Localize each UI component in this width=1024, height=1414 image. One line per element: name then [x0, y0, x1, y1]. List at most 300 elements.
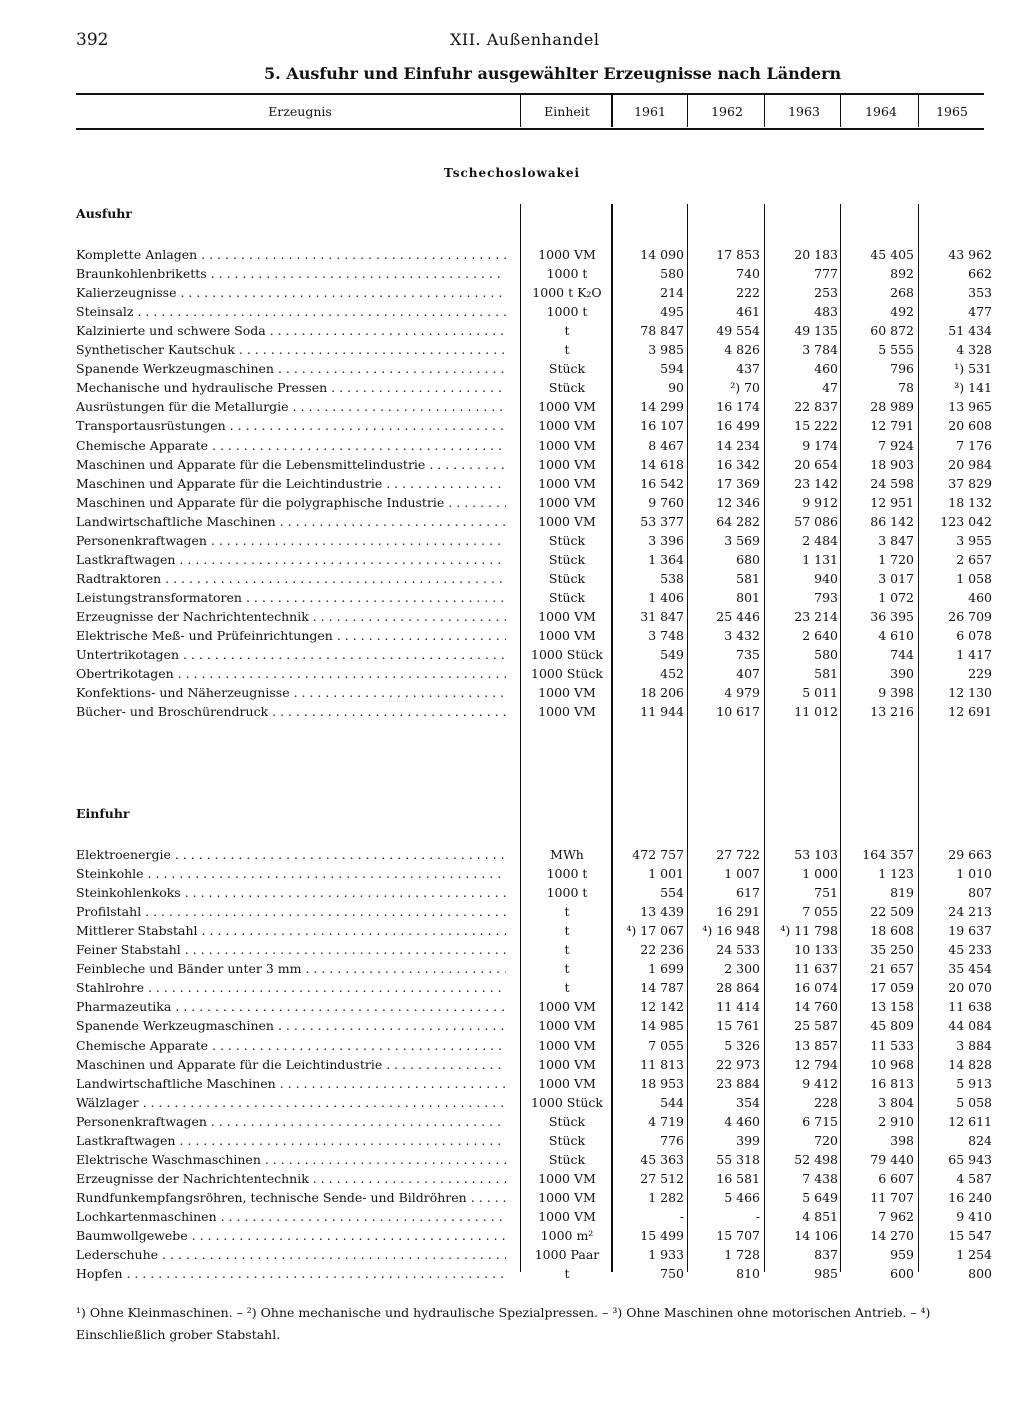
row-value-1964: 1 123: [878, 866, 914, 882]
table-row: [76, 1016, 992, 1035]
row-value-1965: 229: [968, 666, 992, 682]
row-value-1963: 23 214: [794, 608, 838, 624]
table-row: [76, 1131, 992, 1150]
header-divider: [840, 95, 841, 127]
row-value-1965: ³) 141: [954, 380, 992, 396]
row-value-1961: 1 406: [648, 589, 684, 605]
row-value-1961: 14 985: [640, 1018, 684, 1034]
table-row: [76, 436, 992, 455]
row-value-1963: ⁴) 11 798: [780, 923, 838, 939]
row-product-name: Baumwollgewebe . . .: [76, 1226, 506, 1245]
table-row: [76, 997, 992, 1016]
row-value-1965: 16 240: [948, 1189, 992, 1205]
header-divider: [764, 95, 765, 127]
header-year-1964: 1964: [865, 104, 897, 119]
row-value-1964: 492: [890, 304, 914, 320]
row-product-name: Erzeugnisse der Nachrichtentechnik . . .: [76, 607, 506, 626]
table-row: [76, 455, 992, 474]
row-value-1962: 27 722: [716, 847, 760, 862]
row-value-1964: 796: [890, 361, 914, 377]
row-value-1961: 14 787: [640, 980, 684, 996]
row-value-1962: 407: [736, 666, 760, 682]
table-row: [76, 1055, 992, 1074]
table-row: [76, 845, 992, 864]
row-value-1962: 222: [736, 285, 760, 301]
row-value-1964: 45 809: [870, 1018, 914, 1034]
row-unit: 1000 VM: [538, 1018, 596, 1034]
row-value-1961: 549: [660, 647, 684, 663]
row-product-name: Stahlrohre . . .: [76, 978, 506, 997]
row-value-1961: 16 542: [640, 475, 684, 491]
row-unit: 1000 VM: [538, 1189, 596, 1205]
row-product-name: Maschinen und Apparate für die polygraphische Industrie . . .: [76, 493, 506, 512]
row-unit: t: [564, 904, 570, 920]
row-value-1962: 1 728: [724, 1247, 760, 1263]
table-row: [76, 1207, 992, 1226]
row-value-1965: 2 657: [956, 551, 992, 567]
row-value-1961: 14 090: [640, 247, 684, 262]
row-product-name: Chemische Apparate . . .: [76, 1036, 506, 1055]
row-value-1961: 554: [660, 885, 684, 901]
row-value-1965: 44 084: [948, 1018, 992, 1034]
row-unit: 1000 VM: [538, 1056, 596, 1072]
row-product-name: Personenkraftwagen . . .: [76, 531, 506, 550]
row-value-1965: 1 254: [956, 1247, 992, 1263]
table-row: [76, 283, 992, 302]
row-value-1964: 6 607: [878, 1170, 914, 1186]
row-value-1962: 16 581: [716, 1170, 760, 1186]
row-value-1964: 3 017: [878, 570, 914, 586]
row-value-1965: 11 638: [948, 999, 992, 1015]
row-unit: t: [564, 942, 570, 958]
row-value-1964: 164 357: [862, 847, 914, 862]
row-value-1962: 1 007: [724, 866, 760, 882]
row-value-1964: 398: [890, 1132, 914, 1148]
table-row: [76, 664, 992, 683]
row-value-1964: 1 072: [878, 589, 914, 605]
row-value-1965: 9 410: [956, 1208, 992, 1224]
row-unit: 1000 VM: [538, 704, 596, 720]
row-value-1964: 5 555: [878, 342, 914, 358]
row-value-1963: 22 837: [794, 399, 838, 415]
row-value-1962: 4 979: [724, 685, 760, 701]
row-value-1961: 580: [660, 266, 684, 282]
row-product-name: Spanende Werkzeugmaschinen . . .: [76, 359, 506, 378]
row-value-1963: 253: [814, 285, 838, 301]
table-row: [76, 245, 992, 264]
row-value-1965: 460: [968, 589, 992, 605]
row-value-1965: 19 637: [948, 923, 992, 939]
row-value-1961: 452: [660, 666, 684, 682]
row-product-name: Radtraktoren . . .: [76, 569, 506, 588]
row-unit: t: [564, 323, 570, 339]
row-value-1961: 1 933: [648, 1247, 684, 1263]
row-value-1963: 9 174: [802, 437, 838, 453]
header-year-1961: 1961: [634, 104, 666, 119]
row-value-1963: 6 715: [802, 1113, 838, 1129]
row-unit: 1000 t: [546, 304, 588, 320]
row-unit: 1000 VM: [538, 685, 596, 701]
row-value-1963: 5 011: [802, 685, 838, 701]
row-unit: t: [564, 980, 570, 996]
row-value-1963: 1 000: [802, 866, 838, 882]
row-unit: 1000 VM: [538, 399, 596, 415]
row-unit: 1000 VM: [538, 628, 596, 643]
row-value-1961: -: [679, 1208, 684, 1224]
row-unit: 1000 VM: [538, 456, 596, 472]
row-product-name: Maschinen und Apparate für die Leichtindustrie . . .: [76, 474, 506, 493]
row-value-1962: 5 466: [724, 1189, 760, 1205]
table-row: [76, 626, 992, 645]
row-value-1965: 65 943: [948, 1151, 992, 1167]
table-row: [76, 1036, 992, 1055]
row-value-1962: 16 291: [716, 904, 760, 920]
row-value-1963: 793: [814, 589, 838, 605]
table-row: [76, 397, 992, 416]
row-value-1961: 13 439: [640, 904, 684, 920]
row-unit: 1000 VM: [538, 513, 596, 529]
row-unit: 1000 Stück: [531, 1094, 603, 1110]
row-unit: t: [564, 342, 570, 358]
row-value-1964: 11 707: [870, 1189, 914, 1205]
row-unit: 1000 VM: [538, 1037, 596, 1053]
row-product-name: Kalzinierte und schwere Soda . . .: [76, 321, 506, 340]
row-value-1963: 5 649: [802, 1189, 838, 1205]
row-value-1963: 777: [814, 266, 838, 282]
row-value-1963: 9 412: [802, 1075, 838, 1091]
row-value-1962: 437: [736, 361, 760, 377]
row-value-1962: 11 414: [716, 999, 760, 1015]
row-value-1965: 1 058: [956, 570, 992, 586]
row-value-1962: 810: [736, 1266, 760, 1282]
row-value-1964: 14 270: [870, 1228, 914, 1243]
table-title-text: 5. Ausfuhr und Einfuhr ausgewählter Erzeugnisse nach Ländern: [264, 64, 842, 83]
row-value-1961: 16 107: [640, 418, 684, 434]
table-row: [76, 645, 992, 664]
row-value-1965: 824: [968, 1132, 992, 1148]
row-unit: 1000 VM: [538, 608, 596, 624]
row-value-1962: 4 826: [724, 342, 760, 358]
row-unit: Stück: [548, 551, 586, 567]
table-row: [76, 902, 992, 921]
row-value-1965: 3 884: [956, 1037, 992, 1053]
row-product-name: Spanende Werkzeugmaschinen . . .: [76, 1016, 506, 1035]
row-value-1961: ⁴) 17 067: [626, 923, 684, 939]
row-value-1962: 16 499: [716, 418, 760, 434]
row-value-1963: 12 794: [794, 1056, 838, 1072]
row-product-name: Synthetischer Kautschuk . . .: [76, 340, 506, 359]
row-value-1962: 28 864: [716, 980, 760, 996]
row-value-1964: 18 903: [870, 456, 914, 472]
row-value-1964: 11 533: [870, 1037, 914, 1053]
table-row: [76, 1188, 992, 1207]
row-value-1962: 24 533: [716, 942, 760, 958]
table-row: [76, 302, 992, 321]
row-product-name: Lederschuhe . . .: [76, 1245, 506, 1264]
row-value-1961: 1 364: [648, 551, 684, 567]
row-product-name: Transportausrüstungen . . .: [76, 416, 506, 435]
row-value-1963: 9 912: [802, 494, 838, 510]
row-value-1962: ²) 70: [730, 380, 760, 396]
row-value-1962: 17 853: [716, 247, 760, 262]
row-value-1963: 15 222: [794, 418, 838, 434]
row-value-1964: 268: [890, 285, 914, 301]
table-row: [76, 978, 992, 997]
row-value-1963: 837: [814, 1247, 838, 1263]
row-value-1962: ⁴) 16 948: [702, 923, 760, 939]
row-value-1964: 35 250: [870, 942, 914, 958]
row-product-name: Landwirtschaftliche Maschinen . . .: [76, 512, 506, 531]
row-product-name: Lastkraftwagen . . .: [76, 1131, 506, 1150]
row-value-1963: 20 183: [794, 247, 838, 262]
row-value-1961: 472 757: [632, 847, 684, 862]
row-value-1964: 3 804: [878, 1094, 914, 1110]
row-product-name: Elektroenergie . . .: [76, 845, 506, 864]
row-value-1961: 11 944: [640, 704, 684, 720]
table-row: [76, 264, 992, 283]
row-value-1963: 985: [814, 1266, 838, 1282]
table-row: [76, 702, 992, 721]
row-unit: Stück: [548, 570, 586, 586]
row-value-1962: 23 884: [716, 1075, 760, 1091]
row-value-1963: 581: [814, 666, 838, 682]
header-divider: [611, 95, 613, 127]
row-unit: 1000 Paar: [534, 1247, 600, 1263]
row-value-1961: 3 396: [648, 532, 684, 548]
row-value-1964: 12 951: [870, 494, 914, 510]
table-row: [76, 321, 992, 340]
row-value-1965: 12 691: [948, 704, 992, 720]
export-label: Ausfuhr: [76, 206, 132, 221]
row-value-1965: 43 962: [948, 247, 992, 262]
row-product-name: Leistungstransformatoren . . .: [76, 588, 506, 607]
row-value-1962: 735: [736, 647, 760, 663]
row-value-1964: 2 910: [878, 1113, 914, 1129]
row-value-1962: 801: [736, 589, 760, 605]
footnotes: ¹) Ohne Kleinmaschinen. – ²) Ohne mechanische und hydraulische Spezialpressen. – ³) Ohne Maschinen ohne motorischen Antrieb. – ⁴) Einschließlich grober Stabstahl.: [76, 1305, 931, 1342]
row-product-name: Steinkohlenkoks . . .: [76, 883, 506, 902]
row-unit: Stück: [548, 361, 586, 377]
row-value-1962: 4 460: [724, 1113, 760, 1129]
row-value-1963: 25 587: [794, 1018, 838, 1034]
table-row: [76, 512, 992, 531]
row-value-1965: ¹) 531: [954, 361, 992, 377]
row-product-name: Personenkraftwagen . . .: [76, 1112, 506, 1131]
row-value-1962: 354: [736, 1094, 760, 1110]
row-value-1963: 483: [814, 304, 838, 320]
row-unit: Stück: [548, 1113, 586, 1129]
row-value-1965: 29 663: [948, 847, 992, 862]
table-row: [76, 683, 992, 702]
row-product-name: Feinbleche und Bänder unter 3 mm . . .: [76, 959, 506, 978]
row-value-1964: 4 610: [878, 628, 914, 643]
row-unit: 1000 m²: [540, 1228, 594, 1243]
row-value-1964: 1 720: [878, 551, 914, 567]
row-value-1962: 2 300: [724, 961, 760, 977]
header-year-1962: 1962: [711, 104, 743, 119]
table-row: [76, 940, 992, 959]
row-unit: 1000 VM: [538, 475, 596, 491]
row-product-name: Profilstahl . . .: [76, 902, 506, 921]
row-unit: 1000 VM: [538, 999, 596, 1015]
row-value-1962: 15 761: [716, 1018, 760, 1034]
row-value-1962: 15 707: [716, 1228, 760, 1243]
table-row: [76, 921, 992, 940]
row-value-1961: 12 142: [640, 999, 684, 1015]
row-product-name: Mittlerer Stabstahl . . .: [76, 921, 506, 940]
table-row: [76, 607, 992, 626]
running-head: XII. Außenhandel: [450, 30, 600, 49]
row-value-1965: 51 434: [948, 323, 992, 339]
row-value-1965: 807: [968, 885, 992, 901]
row-value-1961: 14 299: [640, 399, 684, 415]
row-value-1961: 776: [660, 1132, 684, 1148]
header-divider: [918, 95, 919, 127]
row-value-1965: 20 984: [948, 456, 992, 472]
table-row: [76, 378, 992, 397]
row-value-1964: 22 509: [870, 904, 914, 920]
row-unit: 1000 VM: [538, 494, 596, 510]
row-product-name: Lastkraftwagen . . .: [76, 550, 506, 569]
row-unit: Stück: [548, 532, 586, 548]
row-value-1963: 16 074: [794, 980, 838, 996]
row-value-1961: 544: [660, 1094, 684, 1110]
table-row: [76, 1150, 992, 1169]
row-product-name: Konfektions- und Näherzeugnisse . . .: [76, 683, 506, 702]
row-value-1961: 8 467: [648, 437, 684, 453]
row-value-1965: 12 130: [948, 685, 992, 701]
row-value-1961: 750: [660, 1266, 684, 1282]
row-value-1963: 4 851: [802, 1208, 838, 1224]
row-value-1963: 53 103: [794, 847, 838, 862]
row-unit: 1000 Stück: [531, 666, 603, 682]
row-value-1965: 123 042: [940, 513, 992, 529]
row-value-1961: 594: [660, 361, 684, 377]
row-value-1964: 7 962: [878, 1208, 914, 1224]
row-value-1961: 18 206: [640, 685, 684, 701]
row-value-1961: 1 699: [648, 961, 684, 977]
row-value-1965: 20 608: [948, 418, 992, 434]
header-year-1963: 1963: [788, 104, 820, 119]
row-value-1962: 16 342: [716, 456, 760, 472]
row-value-1962: 17 369: [716, 475, 760, 491]
row-value-1965: 800: [968, 1266, 992, 1282]
table-row: [76, 1264, 992, 1283]
table-row: [76, 1245, 992, 1264]
row-product-name: Maschinen und Apparate für die Lebensmittelindustrie . . .: [76, 455, 506, 474]
row-value-1962: 740: [736, 266, 760, 282]
row-unit: Stück: [548, 589, 586, 605]
row-unit: 1000 VM: [538, 437, 596, 453]
row-value-1964: 959: [890, 1247, 914, 1263]
row-value-1964: 600: [890, 1266, 914, 1282]
row-value-1963: 20 654: [794, 456, 838, 472]
row-value-1964: 21 657: [870, 961, 914, 977]
row-value-1962: 12 346: [716, 494, 760, 510]
row-value-1964: 24 598: [870, 475, 914, 491]
row-value-1961: 31 847: [640, 608, 684, 624]
row-product-name: Untertrikotagen . . .: [76, 645, 506, 664]
row-value-1961: 11 813: [640, 1056, 684, 1072]
row-unit: Stück: [548, 380, 586, 396]
row-value-1965: 37 829: [948, 475, 992, 491]
row-value-1963: 3 784: [802, 342, 838, 358]
table-row: [76, 883, 992, 902]
row-value-1961: 1 282: [648, 1189, 684, 1205]
row-value-1962: 14 234: [716, 437, 760, 453]
row-value-1963: 14 106: [794, 1228, 838, 1243]
row-product-name: Rundfunkempfangsröhren, technische Sende- und Bildröhren . . .: [76, 1188, 506, 1207]
table-row: [76, 340, 992, 359]
row-value-1962: -: [755, 1208, 760, 1224]
row-value-1961: 495: [660, 304, 684, 320]
row-value-1962: 3 432: [724, 628, 760, 643]
row-value-1963: 940: [814, 570, 838, 586]
row-product-name: Wälzlager . . .: [76, 1093, 506, 1112]
row-value-1964: 79 440: [870, 1151, 914, 1167]
row-unit: 1000 t: [546, 266, 588, 282]
row-value-1962: 16 174: [716, 399, 760, 415]
page-number: 392: [76, 30, 109, 50]
row-value-1962: 5 326: [724, 1037, 760, 1053]
row-value-1963: 57 086: [794, 513, 838, 529]
row-unit: 1000 Stück: [531, 647, 603, 663]
row-product-name: Steinsalz . . .: [76, 302, 506, 321]
row-product-name: Chemische Apparate . . .: [76, 436, 506, 455]
row-product-name: Steinkohle . . .: [76, 864, 506, 883]
row-value-1961: 18 953: [640, 1075, 684, 1091]
row-value-1963: 751: [814, 885, 838, 901]
row-value-1963: 49 135: [794, 323, 838, 339]
row-value-1963: 10 133: [794, 942, 838, 958]
row-value-1964: 7 924: [878, 437, 914, 453]
row-value-1965: 4 587: [956, 1170, 992, 1186]
row-value-1961: 15 499: [640, 1228, 684, 1243]
row-value-1961: 27 512: [640, 1170, 684, 1186]
row-value-1965: 1 010: [956, 866, 992, 882]
row-unit: t: [564, 923, 570, 939]
row-value-1961: 22 236: [640, 942, 684, 958]
row-value-1964: 12 791: [870, 418, 914, 434]
row-value-1965: 24 213: [948, 904, 992, 920]
row-value-1965: 353: [968, 285, 992, 301]
table-row: [76, 550, 992, 569]
row-value-1965: 35 454: [948, 961, 992, 977]
row-unit: 1000 t: [546, 885, 588, 901]
row-value-1965: 7 176: [956, 437, 992, 453]
row-value-1962: 399: [736, 1132, 760, 1148]
row-value-1962: 3 569: [724, 532, 760, 548]
top-rule: [76, 93, 984, 95]
row-value-1963: 7 055: [802, 904, 838, 920]
row-value-1964: 17 059: [870, 980, 914, 996]
row-value-1964: 13 158: [870, 999, 914, 1015]
table-row: [76, 1074, 992, 1093]
table-row: [76, 416, 992, 435]
row-unit: 1000 t: [546, 866, 588, 882]
row-product-name: Mechanische und hydraulische Pressen . . .: [76, 378, 506, 397]
row-product-name: Komplette Anlagen . . .: [76, 245, 506, 264]
table-row: [76, 1226, 992, 1245]
row-value-1964: 13 216: [870, 704, 914, 720]
table-row: [76, 474, 992, 493]
row-value-1964: 744: [890, 647, 914, 663]
row-value-1964: 16 813: [870, 1075, 914, 1091]
row-value-1965: 1 417: [956, 647, 992, 663]
row-product-name: Braunkohlenbriketts . . .: [76, 264, 506, 283]
row-value-1965: 15 547: [948, 1228, 992, 1243]
row-value-1963: 7 438: [802, 1170, 838, 1186]
